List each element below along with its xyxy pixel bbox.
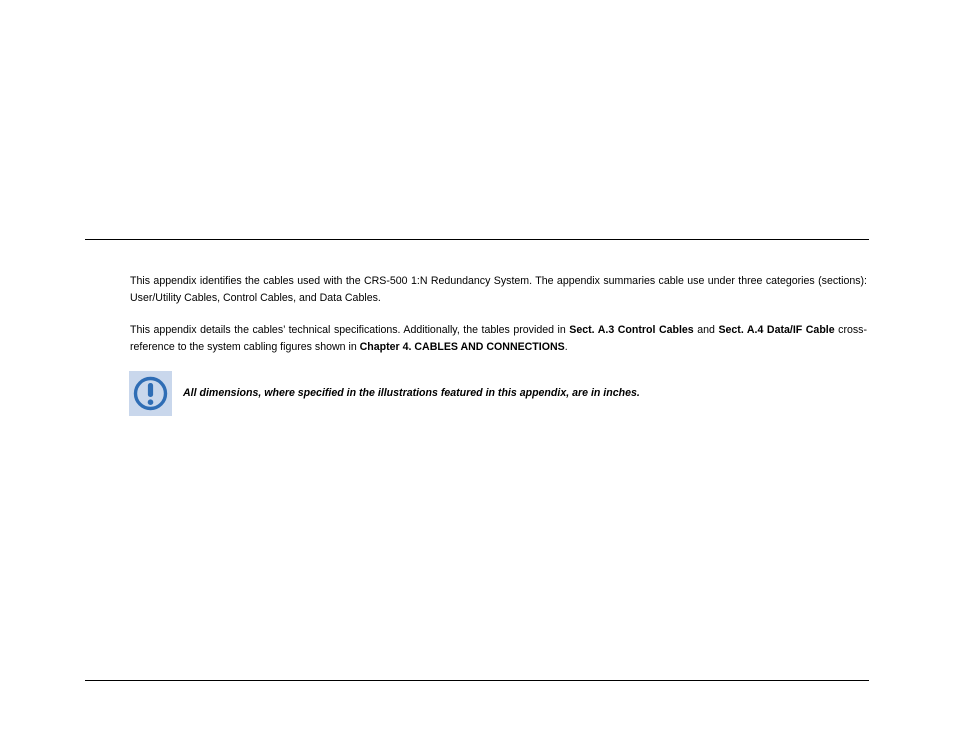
intro-paragraph-2-text-b: and xyxy=(693,324,719,336)
chapter-4-reference: Chapter 4. CABLES AND CONNECTIONS xyxy=(359,341,565,353)
bottom-divider xyxy=(85,680,869,681)
note-text: All dimensions, where specified in the illustrations featured in this appendix, are in inches. xyxy=(183,387,640,399)
intro-paragraph-2-text-a: This appendix details the cables’ technical specifications. Additionally, the tables provided in xyxy=(130,324,570,336)
intro-paragraph-2-text-d: . xyxy=(564,341,568,353)
section-a3-reference: Sect. A.3 Control Cables xyxy=(569,324,694,336)
intro-paragraph-2-text-c: cross-reference to the system cabling figures shown in xyxy=(130,324,868,353)
exclamation-circle-icon xyxy=(129,371,172,416)
section-a4-reference: Sect. A.4 Data/IF Cable xyxy=(718,324,835,336)
intro-paragraph-1: This appendix identifies the cables used with the CRS-500 1:N Redundancy System. The appendix summaries cable use under three categories (sections): User/Utility Cables, Control Cables, and Data Cables. xyxy=(130,275,867,304)
top-divider xyxy=(85,239,869,240)
intro-paragraph-2 xyxy=(130,322,867,356)
